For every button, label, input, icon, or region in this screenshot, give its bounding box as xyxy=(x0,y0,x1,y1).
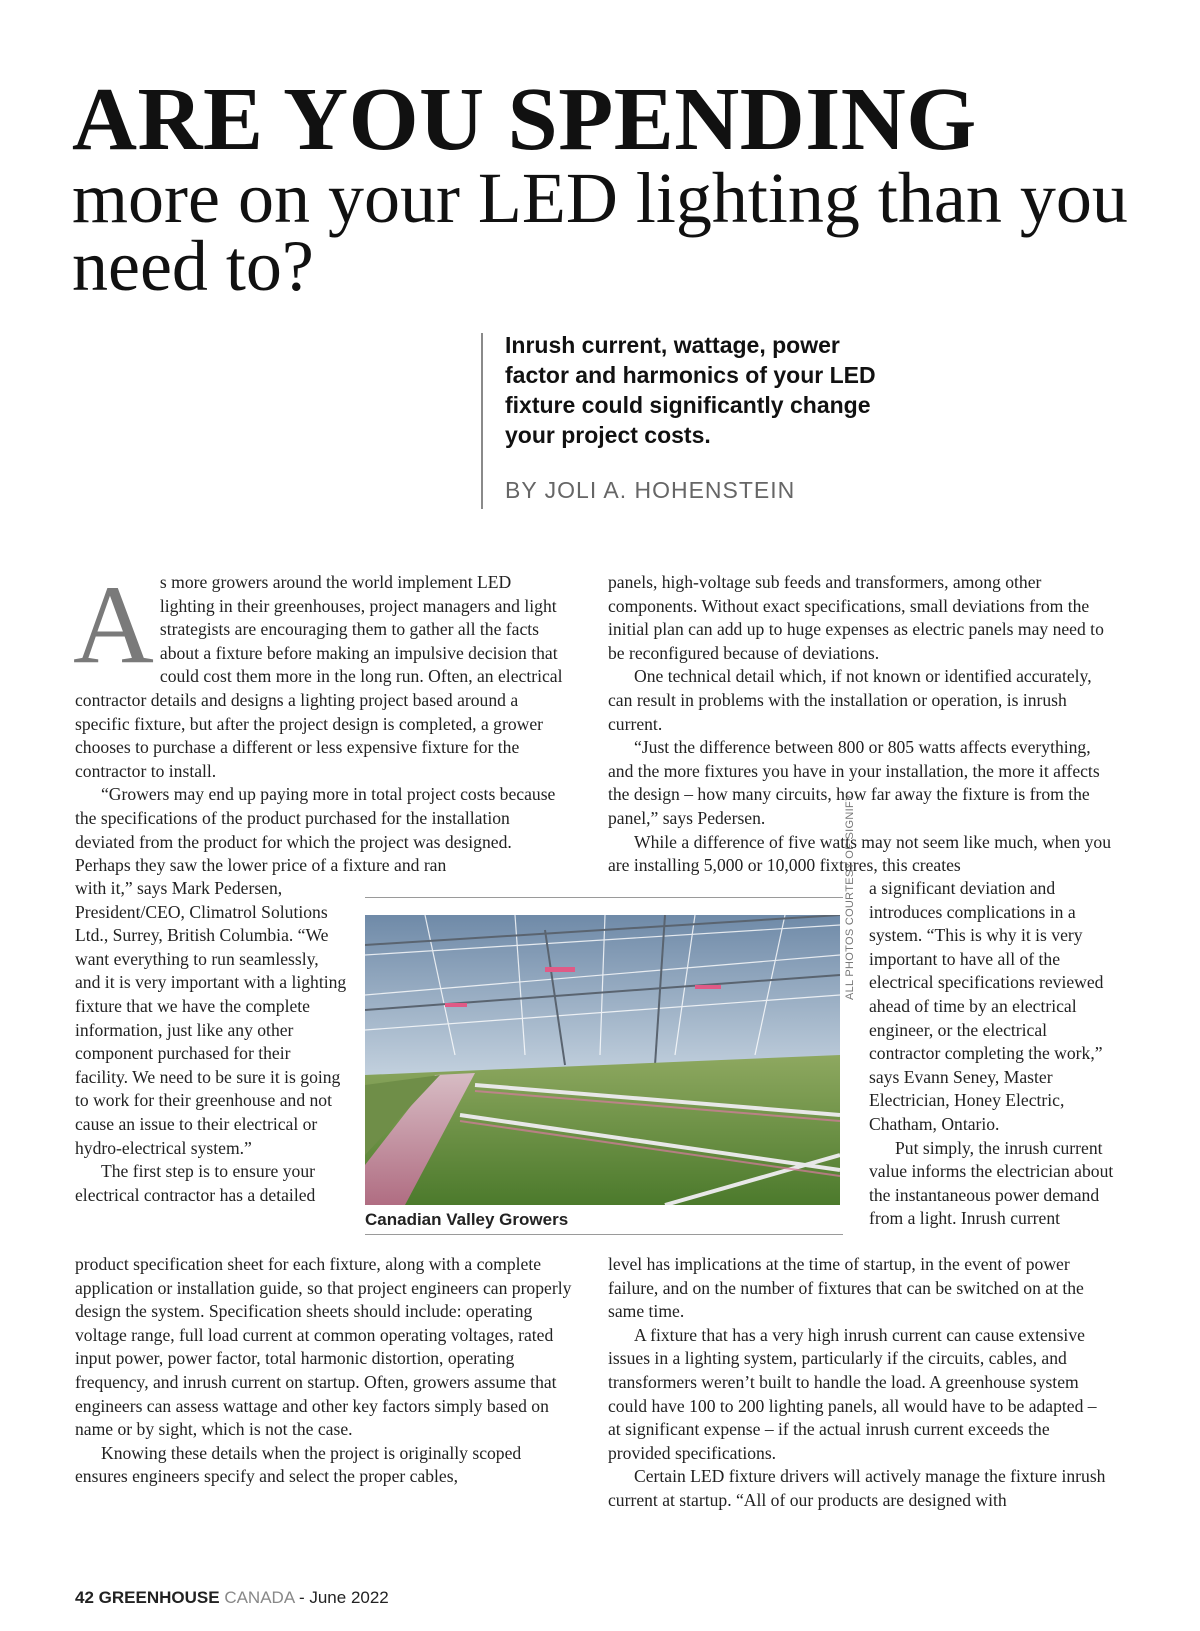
paragraph-spec-sheet: product specification sheet for each fixture, along with a complete application or installation guide, so that project engineers can properly design the system. Specification sheets should include: operating voltage range, full load current at common operating voltages, rated input power, power factor, total harmonic distortion, operating frequency, and inrush current on startup. Often, growers assume that engineers can assess wattage and other key factors simply based on name or by sight, which is not the case. xyxy=(75,1254,572,1440)
left-column-wrap xyxy=(75,877,347,1207)
paragraph-startup-implications: level has implications at the time of startup, in the event of power failure, and on the number of fixtures that can be switched on at the same time. xyxy=(608,1254,1084,1322)
magazine-name: GREENHOUSE xyxy=(98,1588,220,1607)
paragraph-high-inrush: A fixture that has a very high inrush current can cause extensive issues in a lighting system, particularly if the circuits, cables, and transformers weren’t built to handle the load. A greenhouse system could have 100 to 200 lighting panels, all would have to be adapted – at significant expense – if the actual inrush current exceeds the provided specifications. xyxy=(608,1324,1097,1463)
paragraph-quote-pedersen: “Growers may end up paying more in total project costs because the specifications of the product purchased for the installation deviated from the product for which the project was designed. Perhaps they saw the lower price of a fixture and ran xyxy=(75,784,556,876)
left-column-bottom xyxy=(75,1253,575,1489)
paragraph-panels: panels, high-voltage sub feeds and transformers, among other components. Without exact specifications, small deviations from the initial plan can add up to huge expenses as electric panels may need to be reconfigured because of deviations. xyxy=(608,572,1104,663)
drop-cap: A xyxy=(73,563,154,687)
photo-top-rule xyxy=(365,897,843,898)
right-column-top xyxy=(608,571,1113,878)
photo-credit: ALL PHOTOS COURTESY OF SIGNIFY xyxy=(844,793,856,1000)
photo-bottom-rule xyxy=(365,1234,843,1235)
deck-divider xyxy=(481,333,483,509)
issue-date: - June 2022 xyxy=(298,1588,389,1607)
paragraph-drivers: Certain LED fixture drivers will actively manage the fixture inrush current at startup. “All of our products are designed with xyxy=(608,1466,1106,1510)
right-column-wrap xyxy=(869,877,1119,1231)
photo-caption: Canadian Valley Growers xyxy=(365,1210,569,1229)
magazine-region: CANADA xyxy=(224,1588,295,1607)
right-column-bottom xyxy=(608,1253,1113,1513)
left-column-top xyxy=(73,563,563,878)
paragraph-knowing-details: Knowing these details when the project is originally scoped ensures engineers specify and select the proper cables, xyxy=(75,1442,522,1487)
paragraph-five-watts: While a difference of five watts may not seem like much, when you are installing 5,000 or 10,000 fixtures, this creates xyxy=(608,831,1111,876)
byline: BY JOLI A. HOHENSTEIN xyxy=(505,477,796,503)
page-footer xyxy=(75,1588,389,1608)
intro-paragraph: s more growers around the world implement LED lighting in their greenhouses, project managers and light strategists are encouraging them to gather all the facts about a fixture before making an impulsive decision that could cost them more in the long run. Often, an electrical contractor details and designs a lighting project based around a specific fixture, but after the project design is completed, a grower chooses to purchase a different or less expensive fixture for the contractor to install. xyxy=(75,572,563,781)
page-number: 42 xyxy=(75,1588,94,1607)
paragraph-quote-continued: with it,” says Mark Pedersen, President/CEO, Climatrol Solutions Ltd., Surrey, British Columbia. “We want everything to run seamlessly, and it is very important with a lighting fixture that we have the complete information, just like any other component purchased for their facility. We need to be sure it is going to work for their greenhouse and not cause an issue to their electrical or hydro-electrical system.” xyxy=(75,878,347,1158)
headline-main: ARE YOU SPENDING xyxy=(72,70,977,169)
headline-sub: more on your LED lighting than you need to? xyxy=(72,158,1128,306)
greenhouse-photo xyxy=(365,915,840,1205)
paragraph-first-step: The first step is to ensure your electrical contractor has a detailed xyxy=(75,1161,316,1205)
paragraph-put-simply: Put simply, the inrush current value informs the electrician about the instantaneous power demand from a light. Inrush current xyxy=(869,1137,1114,1229)
paragraph-technical-detail: One technical detail which, if not known or identified accurately, can result in problems with the installation or operation, is inrush current. xyxy=(608,666,1092,734)
paragraph-seney-quote: a significant deviation and introduces complications in a system. “This is why it is very important to have all of the electrical specifications reviewed ahead of time by an electrical engineer, or the electrical contractor completing the work,” says Evann Seney, Master Electrician, Honey Electric, Chatham, Ontario. xyxy=(869,878,1104,1134)
paragraph-watts-quote: “Just the difference between 800 or 805 watts affects everything, and the more fixtures you have in your installation, the more it affects the design – how many circuits, how far away the fixture is from the panel,” says Pedersen. xyxy=(608,737,1100,828)
deck-text: Inrush current, wattage, power factor and harmonics of your LED fixture could significantly change your project costs. xyxy=(505,332,876,448)
